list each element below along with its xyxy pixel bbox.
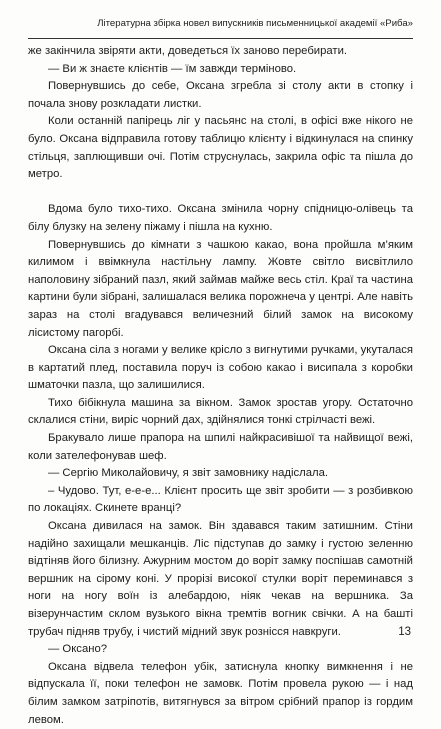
paragraph: Оксана дивилася на замок. Він здавався таким затишним. Стіни надійно захищали мешканців. Ліс підступав до замку і густою зеленню відтіняв його білизну. Ажурним мостом до воріт замку поспішав самотній вершник на сірому коні. У прорізі високої стулки воріт переминався з ноги на ногу воїн із алебардою, ніяк чекав на вершника. За візерунчастим склом вузького вікна тремтів вогник свічки. А на башті трубач підняв трубу, і чистий мідний звук рознісся навкруги. — [28, 520, 413, 638]
paragraph: – Чудово. Тут, е-е-е... Клієнт просить ще звіт зробити — з розбивкою по локаціях. Скинете вранці? — [28, 484, 413, 515]
paragraph: — Сергію Миколайовичу, я звіт замовнику надіслала. — [48, 467, 329, 480]
running-header — [28, 10, 413, 39]
paragraph: же закінчила звіряти акти, доведеться їх заново перебирати. — [28, 45, 348, 57]
paragraph: — Ви ж знаєте клієнтів — їм завжди терміново. — [48, 62, 297, 75]
paragraph: Бракувало лише прапора на шпилі найкрасивішої та найвищої вежі, коли зателефонував шеф. — [28, 432, 413, 462]
paragraph: — Оксано? — [48, 643, 108, 656]
header-title: Літературна збірка новел випускників письменницької академії «Риба» — [97, 18, 413, 29]
paragraph: Повернувшись до кімнати з чашкою какао, вона пройшла м’яким килимом і ввімкнула настільну лампу. Жовте світло висвітлило наполовину зібраний пазл, який займав майже весь стіл. Краї та частина картини були зібрані, залишалася велика порожнеча у центрі. Але навіть зараз на столі вгадувався величезний білий замок на високому лісистому пагорбі. — [28, 238, 413, 339]
page-number: 13 — [398, 626, 411, 638]
body-text — [28, 43, 413, 729]
paragraph: Оксана відвела телефон убік, затиснула кнопку вимкнення і не відпускала її, поки телефон не замовк. Потім провела рукою — і над білим замком затріпотів, витягнувся за вітром срібний прапор із гордим левом. — [28, 660, 413, 726]
paragraph: Тихо бібікнула машина за вікном. Замок зростав угору. Остаточно склалися стіни, виріс чорний дах, здійнялися тонкі стрілчасті вежі. — [28, 396, 413, 427]
paragraph: Повернувшись до себе, Оксана згребла зі столу акти в стопку і почала знову розкладати листки. — [28, 80, 413, 110]
section-break — [28, 184, 413, 202]
paragraph: Вдома було тихо-тихо. Оксана змінила чорну спідницю-олівець та білу блузку на зелену піжаму і пішла на кухню. — [28, 203, 413, 233]
paragraph: Коли останній папірець ліг у пасьянс на столі, в офісі вже нікого не було. Оксана відправила готову таблицю клієнту і відкинулася на спинку стільця, заплющивши очі. Потім струснулась, закрила офіс та пішла до метро. — [28, 115, 413, 181]
paragraph: Оксана сіла з ногами у велике крісло з вигнутими ручками, укуталася в картатий плед, поставила поруч із собою какао і висипала з коробки шматочки пазла, що залишилися. — [28, 344, 413, 392]
